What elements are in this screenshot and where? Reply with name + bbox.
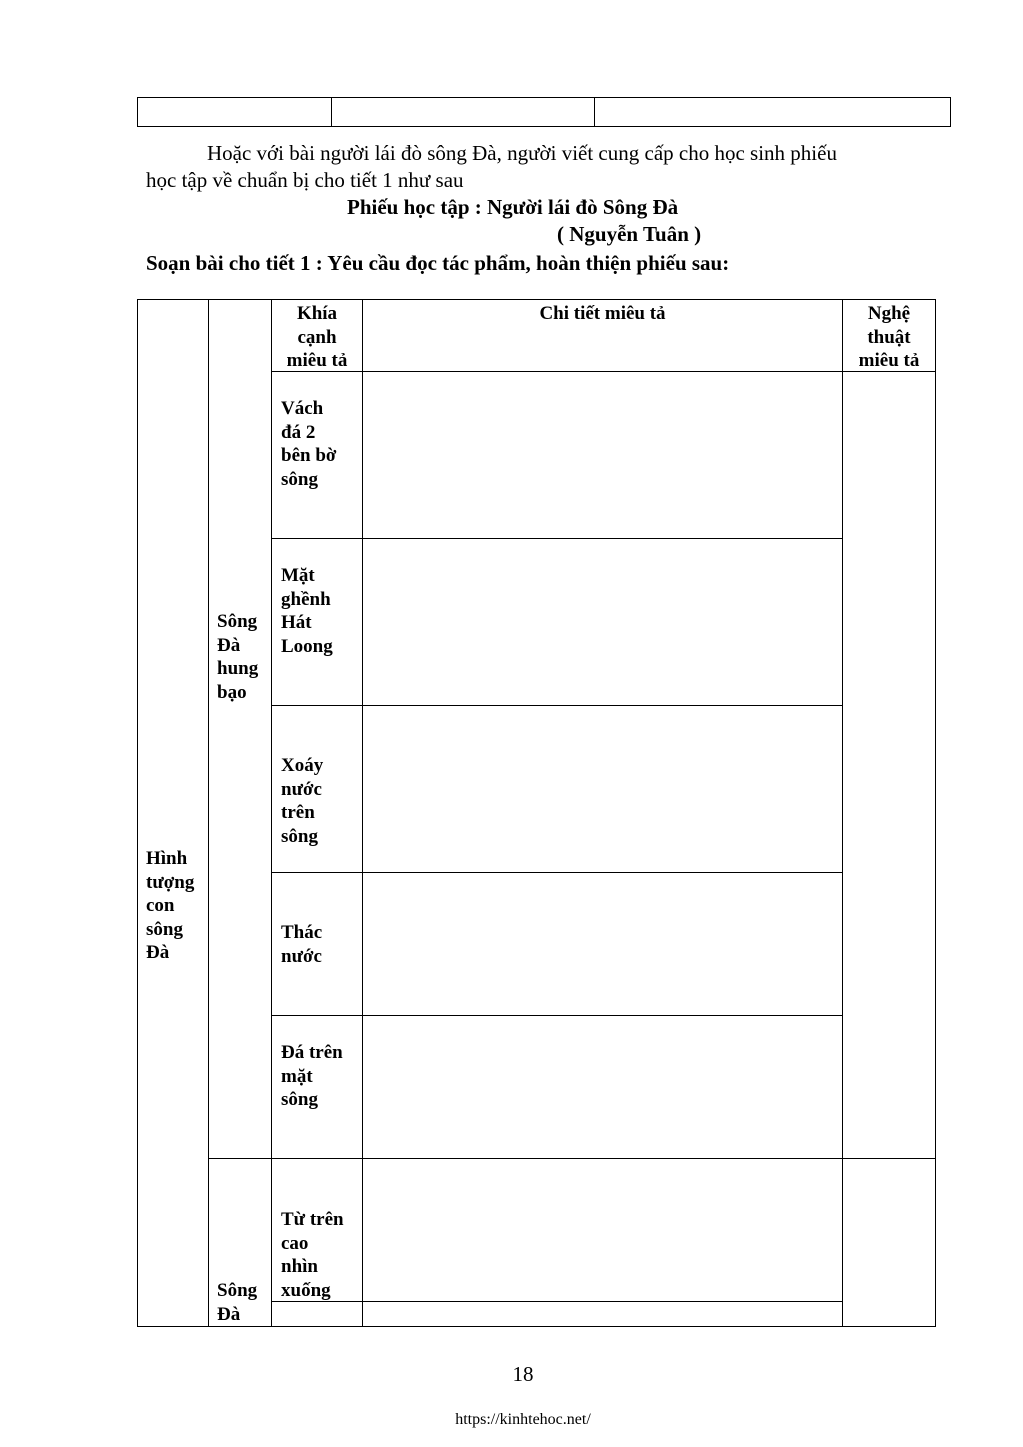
detail-cell-da-tren-mat-song[interactable] <box>363 1016 842 1158</box>
intro-line-1: Hoặc với bài người lái đò sông Đà, người viết cung cấp cho học sinh phiếu <box>207 141 837 165</box>
detail-cell-mat-ghenh[interactable] <box>363 539 842 705</box>
worksheet-title: Phiếu học tập : Người lái đò Sông Đà <box>347 195 679 219</box>
page-number: 18 <box>512 1362 534 1386</box>
worksheet-task: Soạn bài cho tiết 1 : Yêu cầu đọc tác phẩm, hoàn thiện phiếu sau: <box>146 251 730 275</box>
detail-cell-tu-tren-cao[interactable] <box>363 1159 842 1301</box>
detail-cell-last[interactable] <box>363 1302 842 1326</box>
aspect-xoay-nuoc: Xoáy nước trên sông <box>281 755 324 847</box>
group-label-hung-bao: Sông Đà hung bạo <box>217 611 259 703</box>
art-cell-hung-bao[interactable] <box>843 372 935 1158</box>
art-cell-song-da-2[interactable] <box>843 1159 935 1326</box>
header-art: Nghệ thuật miêu tả <box>858 303 920 371</box>
header-detail: Chi tiết miêu tả <box>539 303 666 324</box>
aspect-da-tren-mat-song: Đá trên mặt sông <box>281 1042 343 1110</box>
header-aspect: Khía cạnh miêu tả <box>286 303 348 371</box>
detail-cell-xoay-nuoc[interactable] <box>363 706 842 872</box>
intro-line-2: học tập về chuẩn bị cho tiết 1 như sau <box>146 168 464 192</box>
aspect-tu-tren-cao: Từ trên cao nhìn xuống <box>281 1209 344 1301</box>
aspect-vach-da: Vách đá 2 bên bờ sông <box>281 398 337 490</box>
footer-url[interactable]: https://kinhtehoc.net/ <box>455 1411 591 1428</box>
main-label: Hình tượng con sông Đà <box>146 848 195 963</box>
aspect-thac-nuoc: Thác nước <box>281 922 323 967</box>
detail-cell-thac-nuoc[interactable] <box>363 873 842 1015</box>
worksheet-author: ( Nguyễn Tuân ) <box>557 222 702 246</box>
aspect-mat-ghenh: Mặt ghềnh Hát Loong <box>281 565 333 657</box>
detail-cell-vach-da[interactable] <box>363 372 842 538</box>
group-label-song-da-2: Sông Đà <box>217 1280 258 1325</box>
